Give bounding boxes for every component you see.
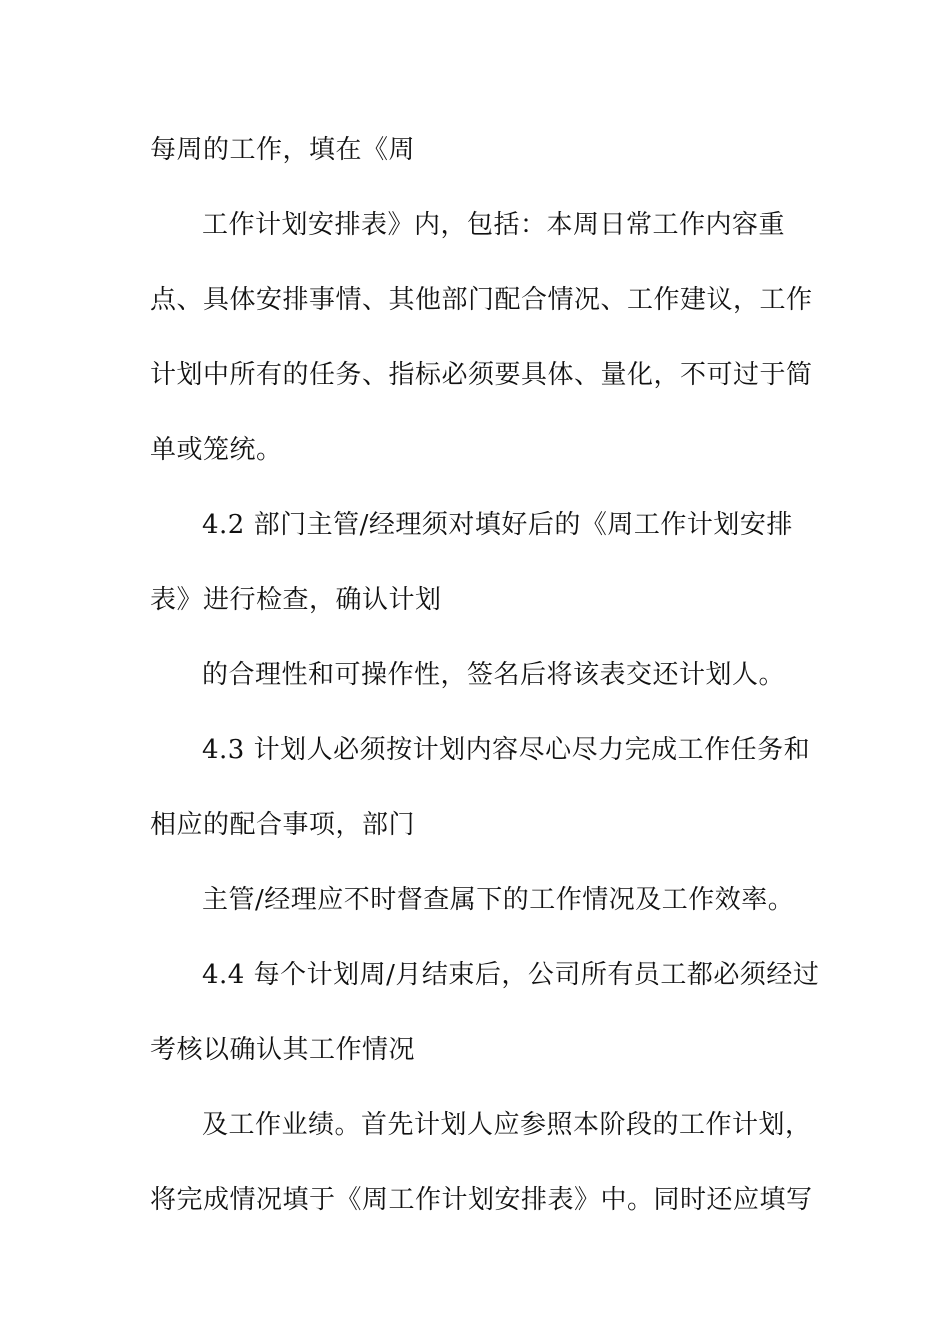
text-line: 及工作业绩。首先计划人应参照本阶段的工作计划， — [202, 1110, 812, 1140]
text-line: 点、具体安排事情、其他部门配合情况、工作建议，工作 — [150, 285, 813, 315]
text-line: 4.2 部门主管/经理须对填好后的《周工作计划安排 — [202, 510, 793, 540]
text-line: 将完成情况填于《周工作计划安排表》中。同时还应填写 — [150, 1185, 813, 1215]
text-line: 表》进行检查，确认计划 — [150, 585, 442, 615]
text-line: 工作计划安排表》内，包括：本周日常工作内容重 — [202, 210, 786, 240]
text-line: 单或笼统。 — [150, 435, 283, 465]
text-line: 4.4 每个计划周/月结束后，公司所有员工都必须经过 — [202, 960, 820, 990]
text-line: 的合理性和可操作性，签名后将该表交还计划人。 — [202, 660, 786, 690]
text-line: 每周的工作，填在《周 — [150, 135, 416, 165]
text-line: 考核以确认其工作情况 — [150, 1035, 416, 1065]
text-line: 主管/经理应不时督查属下的工作情况及工作效率。 — [202, 885, 795, 915]
text-line: 4.3 计划人必须按计划内容尽心尽力完成工作任务和 — [202, 735, 811, 765]
text-line: 相应的配合事项，部门 — [150, 810, 416, 840]
text-line: 计划中所有的任务、指标必须要具体、量化，不可过于简 — [150, 360, 813, 390]
